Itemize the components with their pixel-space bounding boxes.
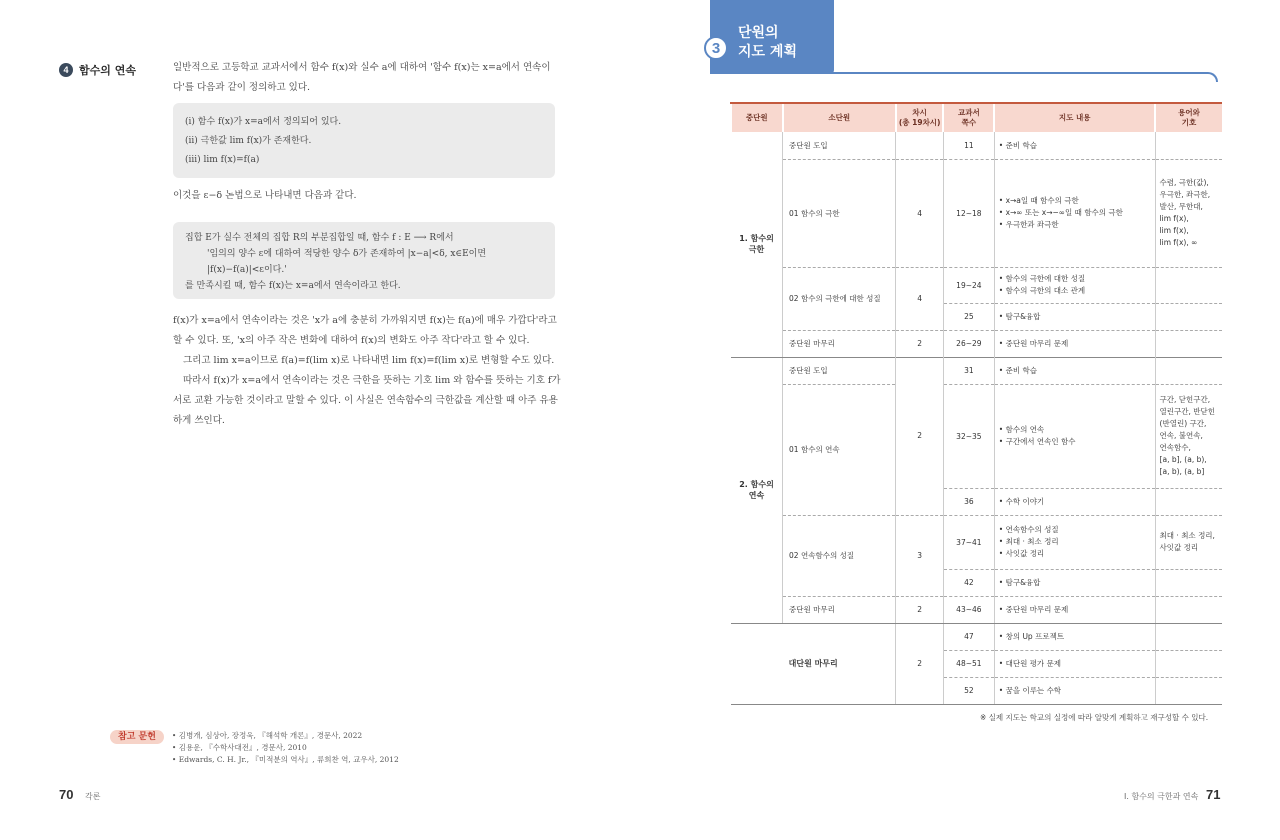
reference-item: • Edwards, C. H. Jr., 『미적분의 역사』, 류희찬 역, 교우사, 2012	[171, 755, 399, 764]
header-content: 지도 내용	[994, 104, 1155, 132]
cell-content: • 대단원 평가 문제	[994, 650, 1155, 677]
unit-title	[738, 24, 797, 62]
cell-sub: 01 함수의 극한	[783, 159, 896, 267]
cell-content	[994, 384, 1155, 488]
content-item: • 함수의 극한에 대한 성질	[998, 274, 1086, 283]
table-row	[731, 384, 1222, 488]
cell-hours: 2	[896, 357, 944, 515]
cell-hours: 3	[896, 515, 944, 596]
definition-line: (i) 함수 f(x)가 x=a에서 정의되어 있다.	[185, 117, 342, 127]
page-label-left: 각론	[85, 792, 101, 801]
definition-box	[173, 103, 555, 178]
cell-sub: 02 함수의 극한에 대한 성질	[783, 267, 896, 330]
cell-terms	[1155, 132, 1222, 159]
cell-hours	[896, 132, 944, 159]
reference-item: • 김용운, 『수학사대전』, 경문사, 2010	[171, 743, 307, 752]
cell-pages: 26~29	[943, 330, 994, 357]
cell-hours: 2	[896, 596, 944, 623]
cell-content: • 준비 학습	[994, 357, 1155, 384]
cell-pages: 52	[943, 677, 994, 704]
cell-pages: 48~51	[943, 650, 994, 677]
table-header-row	[731, 104, 1222, 132]
cell-terms	[1155, 303, 1222, 330]
term-item: 연속, 불연속,	[1159, 431, 1203, 440]
table-row	[731, 330, 1222, 357]
epsilon-delta-box	[173, 222, 555, 299]
right-page	[640, 0, 1280, 840]
cell-hours: 4	[896, 159, 944, 267]
term-item: 연속함수,	[1159, 443, 1191, 452]
term-item: lim f(x), ∞	[1159, 238, 1198, 247]
cell-sub: 중단원 도입	[783, 357, 896, 384]
page-label-right: I. 함수의 극한과 연속	[1124, 792, 1199, 801]
cell-terms	[1155, 330, 1222, 357]
cell-hours: 2	[896, 330, 944, 357]
content-item: • 우극한과 좌극한	[998, 220, 1059, 229]
intro-paragraph: 일반적으로 고등학교 교과서에서 함수 f(x)와 실수 a에 대하여 '함수 f(x)는 x=a에서 연속이다'를 다음과 같이 정의하고 있다.	[173, 62, 551, 93]
cell-content: • 준비 학습	[994, 132, 1155, 159]
eps-line: 를 만족시킬 때, 함수 f(x)는 x=a에서 연속이라고 한다.	[185, 281, 401, 291]
cell-terms	[1155, 515, 1222, 569]
cell-sub: 중단원 마무리	[783, 330, 896, 357]
cell-sub: 02 연속함수의 성질	[783, 515, 896, 596]
header-pages: 교과서 쪽수	[943, 104, 994, 132]
unit-title-line: 단원의	[738, 25, 779, 41]
references-label: 참고 문헌	[110, 730, 164, 744]
cell-terms	[1155, 357, 1222, 384]
table-row	[731, 596, 1222, 623]
cell-pages: 43~46	[943, 596, 994, 623]
definition-line: (iii) lim f(x)=f(a)	[185, 155, 260, 165]
paragraph: 따라서 f(x)가 x=a에서 연속이라는 것은 극한을 뜻하는 기호 lim 와 함수를 뜻하는 기호 f가 서로 교환 가능한 것이라고 말할 수 있다. 이 사실은 연속함수의 극한값을 계산할 때 아주 유용하게 쓰인다.	[173, 375, 561, 426]
cell-content: • 창의 Up 프로젝트	[994, 623, 1155, 650]
cell-content: • 중단원 마무리 문제	[994, 596, 1155, 623]
unit-title-line: 지도 계획	[738, 44, 797, 60]
table-row	[731, 357, 1222, 384]
cell-hours: 2	[896, 623, 944, 704]
cell-terms	[1155, 650, 1222, 677]
cell-sub: 01 함수의 연속	[783, 384, 896, 515]
mid-unit-1: 1. 함수의 극한	[731, 132, 783, 357]
term-item: lim f(x),	[1159, 226, 1189, 235]
header-sub: 소단원	[783, 104, 896, 132]
eps-line: 집합 E가 실수 전체의 집합 R의 부분집합일 때, 함수 f : E ⟶ R에서	[185, 233, 454, 243]
cell-content: • 탐구&융합	[994, 569, 1155, 596]
paragraph: f(x)가 x=a에서 연속이라는 것은 'x가 a에 충분히 가까워지면 f(x)는 f(a)에 매우 가깝다'라고 할 수 있다. 또, 'x의 아주 작은 변화에 대하여 f(x)의 변화도 아주 작다'라고 할 수 있다.	[173, 315, 557, 346]
page-number-right: 71	[1206, 787, 1221, 802]
big-unit-review: 대단원 마무리	[731, 623, 896, 704]
content-item: • x→a일 때 함수의 극한	[998, 196, 1079, 205]
cell-pages: 19~24	[943, 267, 994, 303]
cell-content	[994, 267, 1155, 303]
header-hours: 차시 (총 19차시)	[896, 104, 944, 132]
cell-hours: 4	[896, 267, 944, 330]
content-item: • 함수의 연속	[998, 425, 1045, 434]
term-item: 구간, 닫힌구간,	[1159, 395, 1211, 404]
cell-content: • 수학 이야기	[994, 488, 1155, 515]
table-row	[731, 623, 1222, 650]
definition-line: (ii) 극한값 lim f(x)가 존재한다.	[185, 136, 312, 146]
cell-pages: 42	[943, 569, 994, 596]
term-item: lim f(x),	[1159, 214, 1189, 223]
table-row	[731, 159, 1222, 267]
section-heading	[59, 62, 136, 78]
cell-sub: 중단원 도입	[783, 132, 896, 159]
table-row	[731, 132, 1222, 159]
term-item: 수렴, 극한(값),	[1159, 178, 1209, 187]
cell-pages: 11	[943, 132, 994, 159]
header-terms: 용어와 기호	[1155, 104, 1222, 132]
term-item: [a, b), (a, b]	[1159, 467, 1205, 476]
cell-terms	[1155, 623, 1222, 650]
page-number-left: 70	[59, 787, 74, 802]
mid-unit-2: 2. 함수의 연속	[731, 357, 783, 623]
term-item: 발산, 무한대,	[1159, 202, 1203, 211]
content-item: • 사잇값 정리	[998, 549, 1045, 558]
term-item: 열린구간, 반닫힌	[1159, 407, 1216, 416]
references	[110, 730, 399, 766]
footnote: ※ 실제 지도는 학교의 실정에 따라 알맞게 계획하고 재구성할 수 있다.	[980, 713, 1209, 722]
cell-terms	[1155, 384, 1222, 488]
cell-pages: 31	[943, 357, 994, 384]
cell-sub: 중단원 마무리	[783, 596, 896, 623]
cell-content	[994, 515, 1155, 569]
cell-terms	[1155, 267, 1222, 303]
references-list	[172, 730, 399, 766]
term-item: 사잇값 정리	[1159, 543, 1199, 552]
cell-pages: 37~41	[943, 515, 994, 569]
cell-terms	[1155, 677, 1222, 704]
content-item: • 최대 · 최소 정리	[998, 537, 1059, 546]
table-row	[731, 267, 1222, 303]
lesson-plan-table	[730, 104, 1222, 705]
cell-terms	[1155, 159, 1222, 267]
term-item: (반열린) 구간,	[1159, 419, 1207, 428]
cell-terms	[1155, 569, 1222, 596]
content-item: • x→∞ 또는 x→−∞일 때 함수의 극한	[998, 208, 1123, 217]
cell-pages: 36	[943, 488, 994, 515]
table-row	[731, 515, 1222, 569]
paragraph: 그리고 lim x=a이므로 f(a)=f(lim x)로 나타내면 lim f(x)=f(lim x)로 변형할 수도 있다.	[183, 355, 555, 366]
header-mid: 중단원	[731, 104, 783, 132]
cell-terms	[1155, 488, 1222, 515]
cell-pages: 32~35	[943, 384, 994, 488]
unit-header-rule	[830, 72, 1218, 82]
eps-line: '임의의 양수 ε에 대하여 적당한 양수 δ가 존재하여 |x−a|<δ, x∈E이면	[207, 249, 487, 259]
term-item: 우극한, 좌극한,	[1159, 190, 1211, 199]
epsilon-delta-intro: 이것을 ε−δ 논법으로 나타내면 다음과 같다.	[173, 190, 357, 201]
cell-terms	[1155, 596, 1222, 623]
cell-content: • 중단원 마무리 문제	[994, 330, 1155, 357]
section-number-badge: 4	[59, 63, 73, 77]
cell-content	[994, 159, 1155, 267]
cell-pages: 47	[943, 623, 994, 650]
cell-content: • 꿈을 이루는 수학	[994, 677, 1155, 704]
term-item: [a, b], (a, b),	[1159, 455, 1207, 464]
section-title: 함수의 연속	[79, 64, 136, 77]
content-item: • 구간에서 연속인 함수	[998, 437, 1076, 446]
eps-line: |f(x)−f(a)|<ε이다.'	[207, 265, 287, 275]
continuity-explanation	[173, 311, 561, 431]
cell-pages: 12~18	[943, 159, 994, 267]
content-item: • 연속함수의 성질	[998, 525, 1059, 534]
cell-pages: 25	[943, 303, 994, 330]
content-item: • 함수의 극한의 대소 관계	[998, 286, 1086, 295]
term-item: 최대 · 최소 정리,	[1159, 531, 1215, 540]
cell-content: • 탐구&융합	[994, 303, 1155, 330]
unit-number-badge: 3	[704, 36, 728, 60]
reference-item: • 김병개, 심상아, 장정욱, 『해석학 개론』, 경문사, 2022	[171, 731, 363, 740]
